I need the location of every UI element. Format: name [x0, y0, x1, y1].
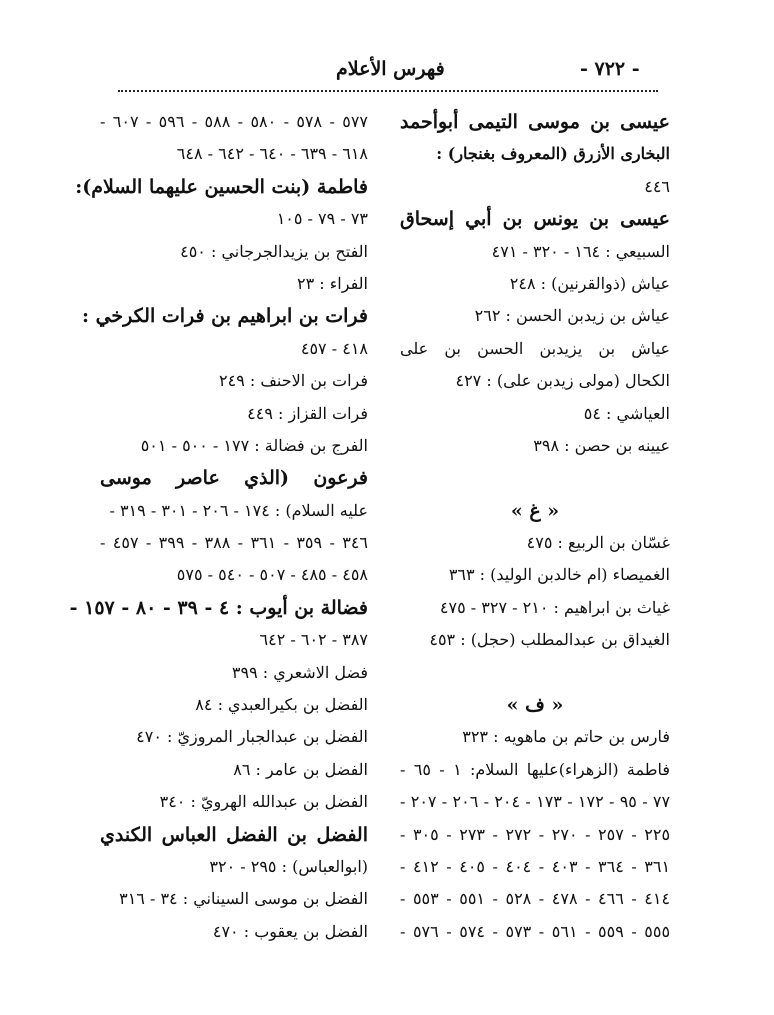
index-entry-line: فاطمة (الزهراء)عليها السلام: ١ - ٦٥ - — [400, 759, 671, 779]
index-entry-line: عياش (ذوالقرنين) : ٢٤٨ — [509, 273, 670, 293]
index-entry-line: فرات القزاز : ٤٤٩ — [247, 403, 368, 423]
index-column-right — [400, 106, 670, 948]
index-entry-line: السبيعي : ١٦٤ - ٣٢٠ - ٤٧١ — [491, 241, 670, 261]
index-entry-line: ٥٥٥ - ٥٥٩ - ٥٦١ - ٥٧٣ - ٥٧٤ - ٥٧٦ - — [400, 921, 671, 941]
index-entry-line: عيينه بن حصن : ٣٩٨ — [533, 435, 670, 455]
index-entry-line: ٤٥٨ - ٤٨٥ - ٥٠٧ - ٥٤٠ - ٥٧٥ — [176, 565, 368, 585]
index-entry-line: الفضل بن موسى السيناني : ٣٤ - ٣١٦ — [119, 889, 368, 909]
index-entry-line: (ابوالعباس) : ٢٩٥ - ٣٢٠ — [209, 856, 368, 876]
index-entry-line: الكحال (مولى زيدبن على) : ٤٢٧ — [455, 371, 670, 391]
index-entry-line: ٧٧ - ٩٥ - ١٧٢ - ١٧٣ - ٢٠٤ - ٢٠٦ - ٢٠٧ - — [400, 792, 671, 812]
index-entry-line: ٤٤٦ — [644, 176, 670, 196]
index-entry-line: الغميصاء (ام خالدبن الوليد) : ٣٦٣ — [448, 565, 670, 585]
index-entry-line: فرات بن ابراهيم بن فرات الكرخي : — [81, 305, 368, 328]
index-entry-line: فرات بن الاحنف : ٢٤٩ — [219, 371, 368, 391]
index-entry-line: فارس بن حاتم بن ماهويه : ٣٢٣ — [462, 727, 670, 747]
index-entry-line: ٦١٨ - ٦٣٩ - ٦٤٠ - ٦٤٢ - ٦٤٨ — [176, 144, 368, 164]
index-entry-line: الفضل بن عامر : ٨٦ — [233, 759, 368, 779]
index-entry-line: ٤١٤ - ٤٦٦ - ٤٧٨ - ٥٢٨ - ٥٥١ - ٥٥٣ - — [400, 889, 671, 909]
index-entry-line: ٣٤٦ - ٣٥٩ - ٣٦١ - ٣٨٨ - ٣٩٩ - ٤٥٧ - — [100, 533, 368, 553]
index-entry-line: عليه السلام) : ١٧٤ - ٢٠٦ - ٣٠١ - ٣١٩ - — [109, 500, 368, 520]
index-entry-line: الفتح بن يزيدالجرجاني : ٤٥٠ — [180, 241, 368, 261]
index-entry-line: ٧٣ - ٧٩ - ١٠٥ — [276, 209, 368, 229]
index-entry-line: العياشي : ٥٤ — [583, 403, 670, 423]
index-entry-line: البخارى الأزرق (المعروف بغنجار) : — [436, 144, 670, 164]
index-entry-line: فاطمة (بنت الحسين عليهما السلام): — [75, 175, 368, 198]
index-entry-line: عيسى بن موسى التيمى أبوأحمد — [400, 111, 670, 133]
index-entry-line: ٣٨٧ - ٦٠٢ - ٦٤٢ — [259, 630, 368, 650]
index-column-left — [69, 106, 368, 948]
index-entry-line: الفضل بن يعقوب : ٤٧٠ — [212, 921, 368, 941]
index-entry-line: « ف » — [506, 694, 564, 717]
page-number: - ٧٢٢ - — [580, 58, 640, 80]
header-dotted-rule — [118, 90, 658, 92]
index-entry-line: الفضل بن عبدالجبار المروزيّ : ٤٧٠ — [136, 727, 368, 747]
index-entry-line: الفضل بن بكيرالعبدي : ٨٤ — [195, 695, 368, 715]
index-entry-line: عياش بن يزيدبن الحسن بن على — [400, 338, 670, 358]
blank-line — [400, 657, 670, 689]
index-entry-line: الفرج بن فضالة : ١٧٧ - ٥٠٠ - ٥٠١ — [140, 435, 368, 455]
blank-line — [400, 462, 670, 494]
index-entry-line: غسّان بن الربيع : ٤٧٥ — [526, 533, 670, 553]
index-entry-line: عياش بن زيدبن الحسن : ٢٦٢ — [474, 306, 670, 326]
index-entry-line: ٤١٨ - ٤٥٧ — [300, 338, 368, 358]
index-entry-line: الفضل بن عبدالله الهرويّ : ٣٤٠ — [159, 792, 368, 812]
index-entry-line: فرعون (الذي عاصر موسى — [100, 467, 368, 490]
index-entry-line: فضالة بن أيوب : ٤ - ٣٩ - ٨٠ - ١٥٧ - — [69, 596, 368, 619]
index-entry-line: ٣٦١ - ٣٦٤ - ٤٠٣ - ٤٠٤ - ٤٠٥ - ٤١٢ - — [400, 856, 671, 876]
index-entry-line: ٢٢٥ - ٢٥٧ - ٢٧٠ - ٢٧٢ - ٢٧٣ - ٣٠٥ - — [400, 824, 671, 844]
index-entry-line: ٥٧٧ - ٥٧٨ - ٥٨٠ - ٥٨٨ - ٥٩٦ - ٦٠٧ - — [100, 112, 368, 131]
index-entry-line: عيسى بن يونس بن أبي إسحاق — [400, 208, 670, 231]
index-entry-line: غياث بن ابراهيم : ٢١٠ - ٣٢٧ - ٤٧٥ — [439, 597, 670, 617]
index-entry-line: فضل الاشعري : ٣٩٩ — [231, 662, 368, 682]
page-title: فهرس الأعلام — [336, 58, 445, 80]
index-entry-line: الفراء : ٢٣ — [297, 273, 368, 293]
index-entry-line: الفضل بن الفضل العباس الكندي — [100, 823, 368, 846]
index-entry-line: « غ » — [510, 499, 560, 522]
index-entry-line: الغيداق بن عبدالمطلب (حجل) : ٤٥٣ — [429, 630, 670, 650]
